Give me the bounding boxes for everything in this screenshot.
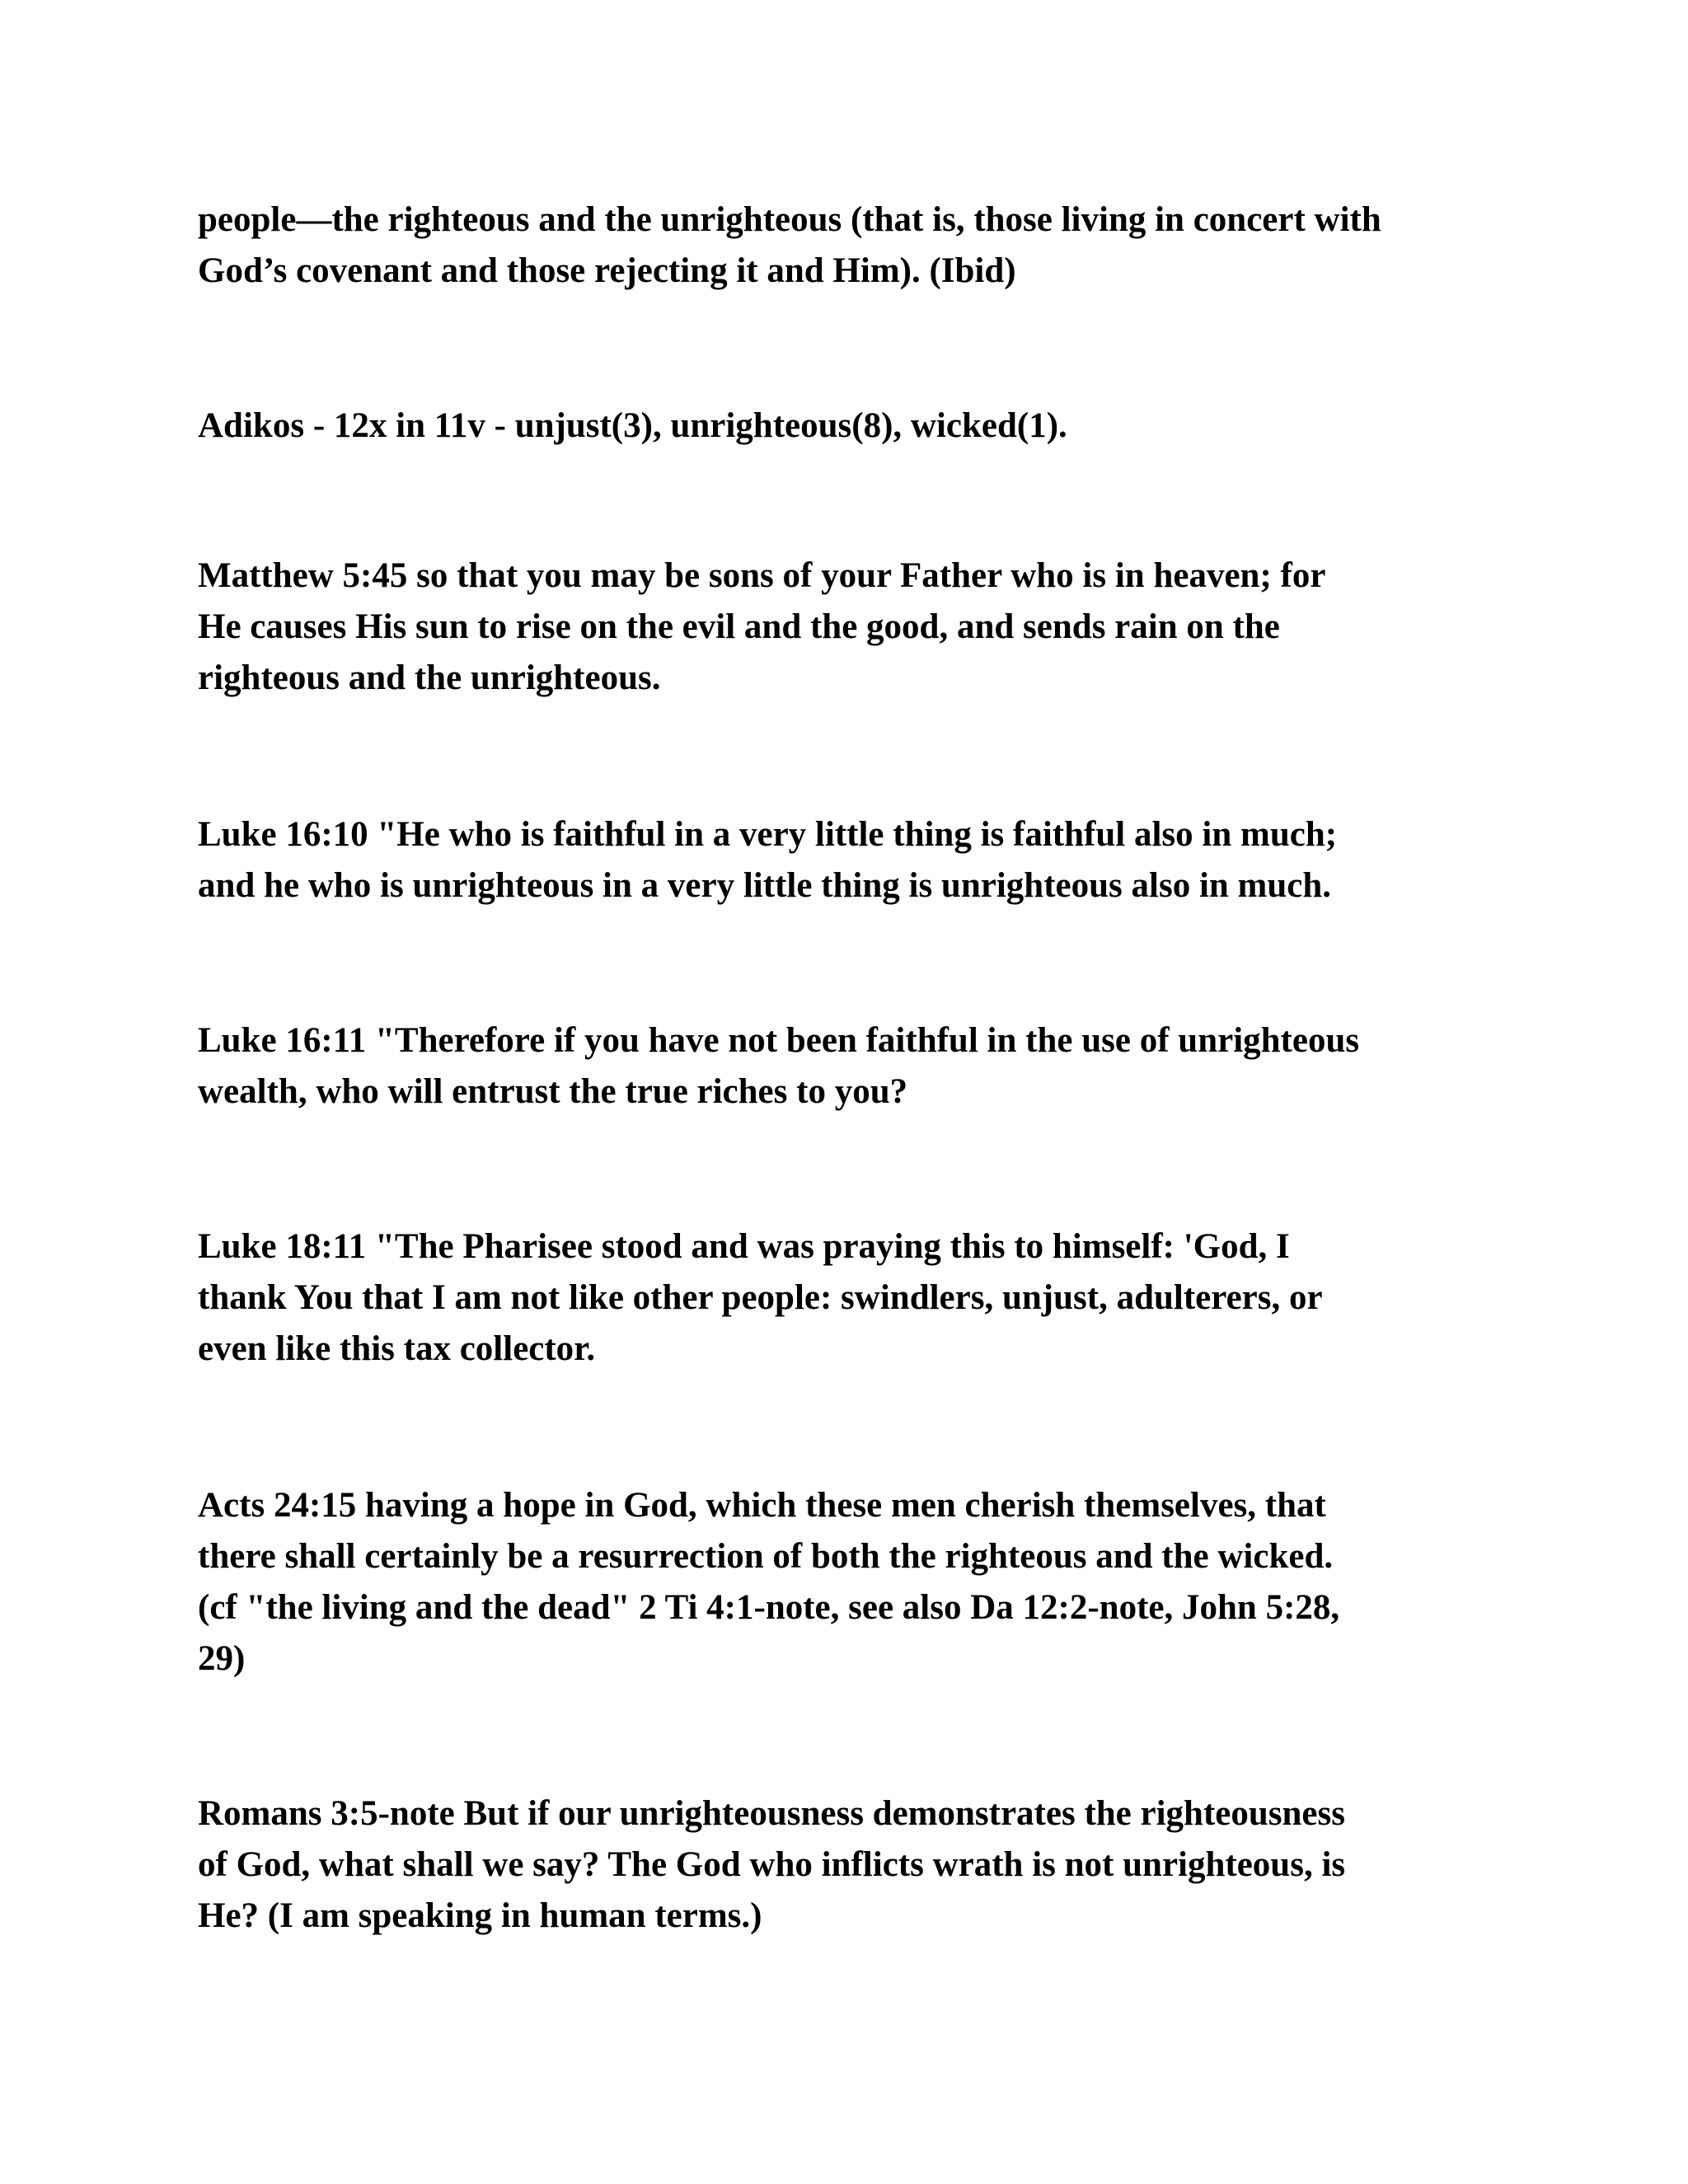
- text-line: people—the righteous and the unrighteous (that is, those living in concert with: [198, 200, 1381, 239]
- text-line: Acts 24:15 having a hope in God, which these men cherish themselves, that: [198, 1486, 1326, 1525]
- text-line: He causes His sun to rise on the evil and the good, and sends rain on the: [198, 607, 1280, 646]
- text-line: righteous and the unrighteous.: [198, 658, 661, 697]
- text-line: of God, what shall we say? The God who inflicts wrath is not unrighteous, is: [198, 1845, 1346, 1884]
- text-line: Matthew 5:45 so that you may be sons of your Father who is in heaven; for: [198, 556, 1326, 595]
- paragraph-luke-16-10: [198, 809, 1508, 912]
- text-line: (cf "the living and the dead" 2 Ti 4:1-note, see also Da 12:2-note, John 5:28,: [198, 1588, 1340, 1627]
- text-line: He? (I am speaking in human terms.): [198, 1896, 762, 1935]
- paragraph-ibid-continuation: [198, 194, 1508, 297]
- text-line: wealth, who will entrust the true riches to you?: [198, 1072, 908, 1111]
- text-line: Romans 3:5-note But if our unrighteousness demonstrates the righteousness: [198, 1794, 1345, 1833]
- text-line: there shall certainly be a resurrection of both the righteous and the wicked.: [198, 1537, 1334, 1576]
- text-line: Luke 16:10 "He who is faithful in a very little thing is faithful also in much;: [198, 815, 1338, 854]
- text-line: thank You that I am not like other people: swindlers, unjust, adulterers, or: [198, 1278, 1323, 1317]
- paragraph-luke-18-11: [198, 1221, 1508, 1375]
- text-line: Luke 16:11 "Therefore if you have not been faithful in the use of unrighteous: [198, 1021, 1360, 1060]
- paragraph-adikos-summary: [198, 401, 1508, 452]
- paragraph-acts-24-15: [198, 1480, 1508, 1685]
- text-line: Adikos - 12x in 11v - unjust(3), unrighteous(8), wicked(1).: [198, 406, 1067, 445]
- text-line: even like this tax collector.: [198, 1329, 596, 1368]
- text-line: 29): [198, 1639, 246, 1678]
- text-line: God’s covenant and those rejecting it and Him). (Ibid): [198, 251, 1016, 290]
- text-line: and he who is unrighteous in a very little thing is unrighteous also in much.: [198, 866, 1332, 905]
- text-line: Luke 18:11 "The Pharisee stood and was praying this to himself: 'God, I: [198, 1227, 1290, 1266]
- paragraph-romans-3-5: [198, 1788, 1508, 1942]
- paragraph-matthew-5-45: [198, 551, 1508, 704]
- paragraph-luke-16-11: [198, 1015, 1508, 1118]
